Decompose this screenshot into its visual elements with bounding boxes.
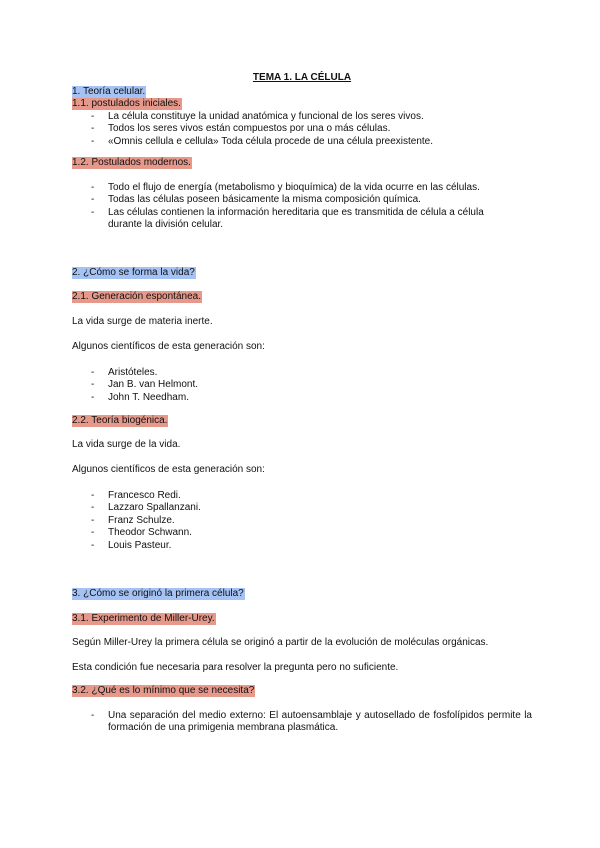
document-page [72,72,532,735]
scientists-list [72,367,532,405]
list-item: - Theodor Schwann. [72,527,532,540]
list-item: - «Omnis cellula e cellula» Toda célula procede de una célula preexistente. [72,136,532,149]
list-item: - Aristóteles. [72,367,532,380]
paragraph: Esta condición fue necesaria para resolver la pregunta pero no suficiente. [72,661,399,673]
postulados-iniciales-list [72,111,532,149]
section-3-1-heading: 3.1. Experimento de Miller-Urey. [72,612,215,624]
section-1-1-heading: 1.1. postulados iniciales. [72,98,181,109]
list-item: - Francesco Redi. [72,490,532,503]
list-item: - John T. Needham. [72,392,532,405]
section-2-1-heading: 2.1. Generación espontánea. [72,291,201,302]
list-item: - Lazzaro Spallanzani. [72,502,532,515]
document-title: TEMA 1. LA CÉLULA [252,72,352,83]
paragraph: La vida surge de materia inerte. [72,315,213,327]
postulados-modernos-list [72,182,532,232]
paragraph: Según Miller-Urey la primera célula se originó a partir de la evolución de moléculas orgánicas. [72,637,489,648]
paragraph: Algunos científicos de esta generación son: [72,341,265,352]
list-item: - Las células contienen la información hereditaria que es transmitida de célula a célula durante la división celular. [72,207,532,232]
list-item: - Franz Schulze. [72,515,532,528]
list-item: - La célula constituye la unidad anatómica y funcional de los seres vivos. [72,111,532,124]
list-item: - Todo el flujo de energía (metabolismo y bioquímica) de la vida ocurre en las células. [72,182,532,195]
scientists-list [72,490,532,553]
list-item: - Todas las células poseen básicamente la misma composición química. [72,194,532,207]
section-1-2-heading: 1.2. Postulados modernos. [72,157,191,168]
section-1-heading: 1. Teoría celular. [72,85,146,97]
section-2-2-heading: 2.2. Teoría biogénica. [72,415,168,426]
section-3-2-heading: 3.2. ¿Qué es lo mínimo que se necesita? [72,685,255,696]
paragraph: Algunos científicos de esta generación son: [72,464,265,475]
section-2-heading: 2. ¿Cómo se forma la vida? [72,266,195,278]
requirements-list [72,710,532,735]
list-item: - Todos los seres vivos están compuestos por una o más células. [72,123,532,136]
list-item: - Una separación del medio externo: El autoensamblaje y autosellado de fosfolípidos permite la formación de una primigenia membrana plasmática. [72,710,532,735]
paragraph: La vida surge de la vida. [72,438,181,450]
list-item: - Louis Pasteur. [72,540,532,553]
section-3-heading: 3. ¿Cómo se originó la primera célula? [72,588,244,599]
list-item: - Jan B. van Helmont. [72,379,532,392]
